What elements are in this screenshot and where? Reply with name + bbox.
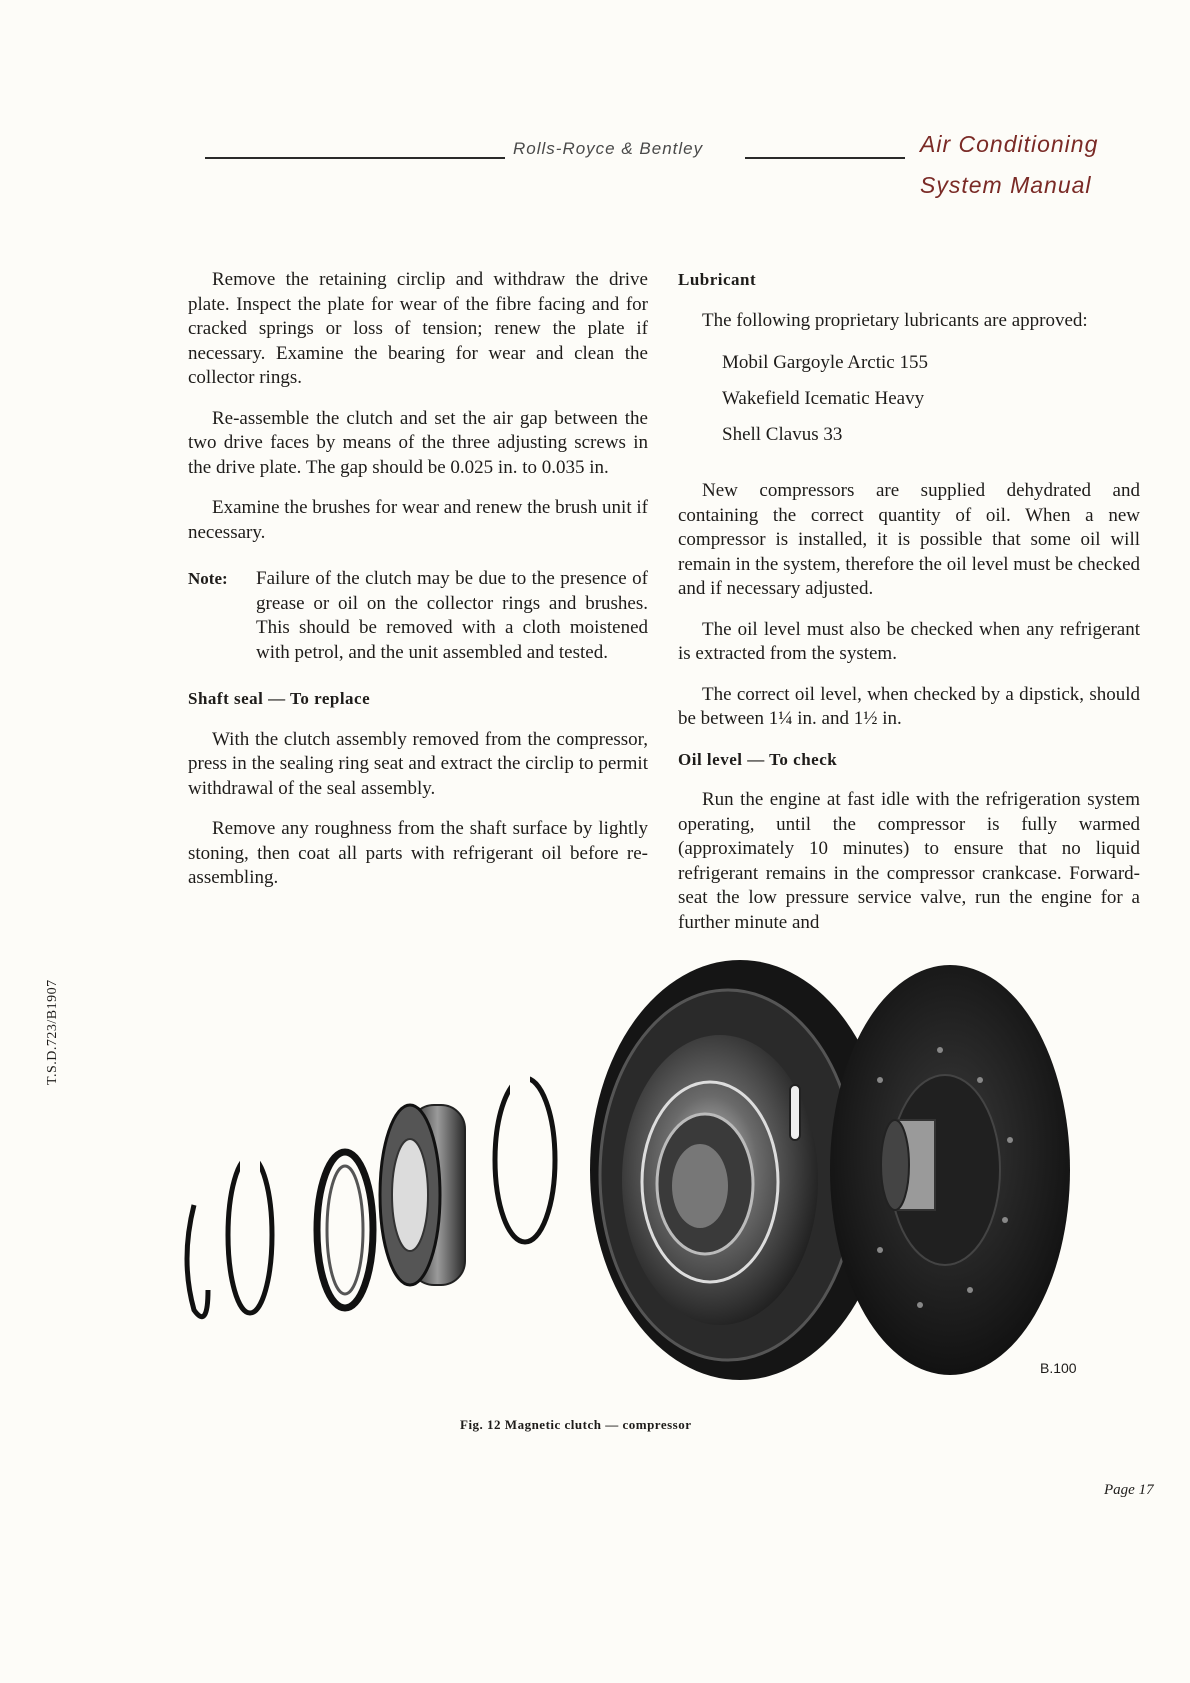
header-title-line1: Air Conditioning: [920, 131, 1099, 157]
figure-caption: Fig. 12 Magnetic clutch — compressor: [460, 1417, 692, 1432]
seal-ring: [317, 1152, 373, 1308]
lubricant-list: [722, 345, 1140, 453]
heading-lubricant: Lubricant: [678, 270, 757, 289]
left-paragraph-2: Re-assemble the clutch and set the air gap between the two drive faces by means of the three adjusting screws in the drive plate. The gap should be 0.025 in. to 0.035 in.: [188, 407, 648, 478]
small-circlip: [187, 1205, 208, 1317]
left-paragraph-5: Remove any roughness from the shaft surface by lightly stoning, then coat all parts with refrigerant oil before re-assembling.: [188, 818, 648, 888]
circlip-ring: [228, 1150, 272, 1313]
lubricant-item: Wakefield Icematic Heavy: [722, 388, 925, 409]
heading-oil-level: Oil level — To check: [678, 749, 838, 769]
bearing: [380, 1105, 465, 1285]
left-paragraph-1: Remove the retaining circlip and withdraw the drive plate. Inspect the plate for wear of the fibre facing and for cracked springs or loss of tension; renew the plate if necessary. Examine the bearing for wear and clean the collector rings.: [188, 269, 648, 388]
header-rule-right: [745, 157, 905, 159]
note-block: [188, 567, 648, 665]
right-paragraph-1: New compressors are supplied dehydrated and containing the correct quantity of oil. When a new compressor is installed, it is possible that some oil will remain in the system, therefore the oil level must be checked and if necessary adjusted.: [678, 480, 1140, 599]
side-reference: T.S.D.723/B1907: [45, 979, 60, 1085]
note-label: Note:: [188, 569, 228, 588]
left-paragraph-3: Examine the brushes for wear and renew the brush unit if necessary.: [188, 497, 648, 543]
header-rule-left: [205, 157, 505, 159]
header-title-line2: System Manual: [920, 172, 1092, 198]
drive-plate: [830, 965, 1070, 1375]
left-column: [188, 268, 648, 907]
right-paragraph-2: The oil level must also be checked when any refrigerant is extracted from the system.: [678, 618, 1140, 664]
heading-shaft-seal: Shaft seal — To replace: [188, 689, 371, 708]
magnetic-clutch-figure: [180, 960, 1100, 1400]
header-brand: Rolls-Royce & Bentley: [513, 139, 704, 158]
lubricant-item: Mobil Gargoyle Arctic 155: [722, 352, 928, 373]
left-paragraph-4: With the clutch assembly removed from the compressor, press in the sealing ring seat and extract the circlip to permit withdrawal of the seal assembly.: [188, 728, 648, 799]
figure-code: B.100: [1040, 1360, 1077, 1376]
large-circlip: [495, 1070, 555, 1242]
right-paragraph-4: Run the engine at fast idle with the refrigeration system operating, until the compressor is fully warmed (approximately 10 minutes) to ensure that no liquid refrigerant remains in the compressor crankcase. Forward-seat the low pressure service valve, run the engine for a further minute and: [678, 789, 1140, 933]
right-column: [678, 268, 1140, 951]
lubricant-item: Shell Clavus 33: [722, 424, 843, 445]
right-paragraph-3: The correct oil level, when checked by a dipstick, should be between 1¼ in. and 1½ in.: [678, 683, 1140, 729]
lubricant-intro: The following proprietary lubricants are approved:: [702, 309, 1088, 331]
header-title: [920, 124, 1098, 206]
note-text: Failure of the clutch may be due to the presence of grease or oil on the collector rings and brushes. This should be removed with a cloth moistened with petrol, and the unit assembled and tested.: [256, 568, 648, 663]
page-number: Page 17: [1104, 1482, 1154, 1498]
